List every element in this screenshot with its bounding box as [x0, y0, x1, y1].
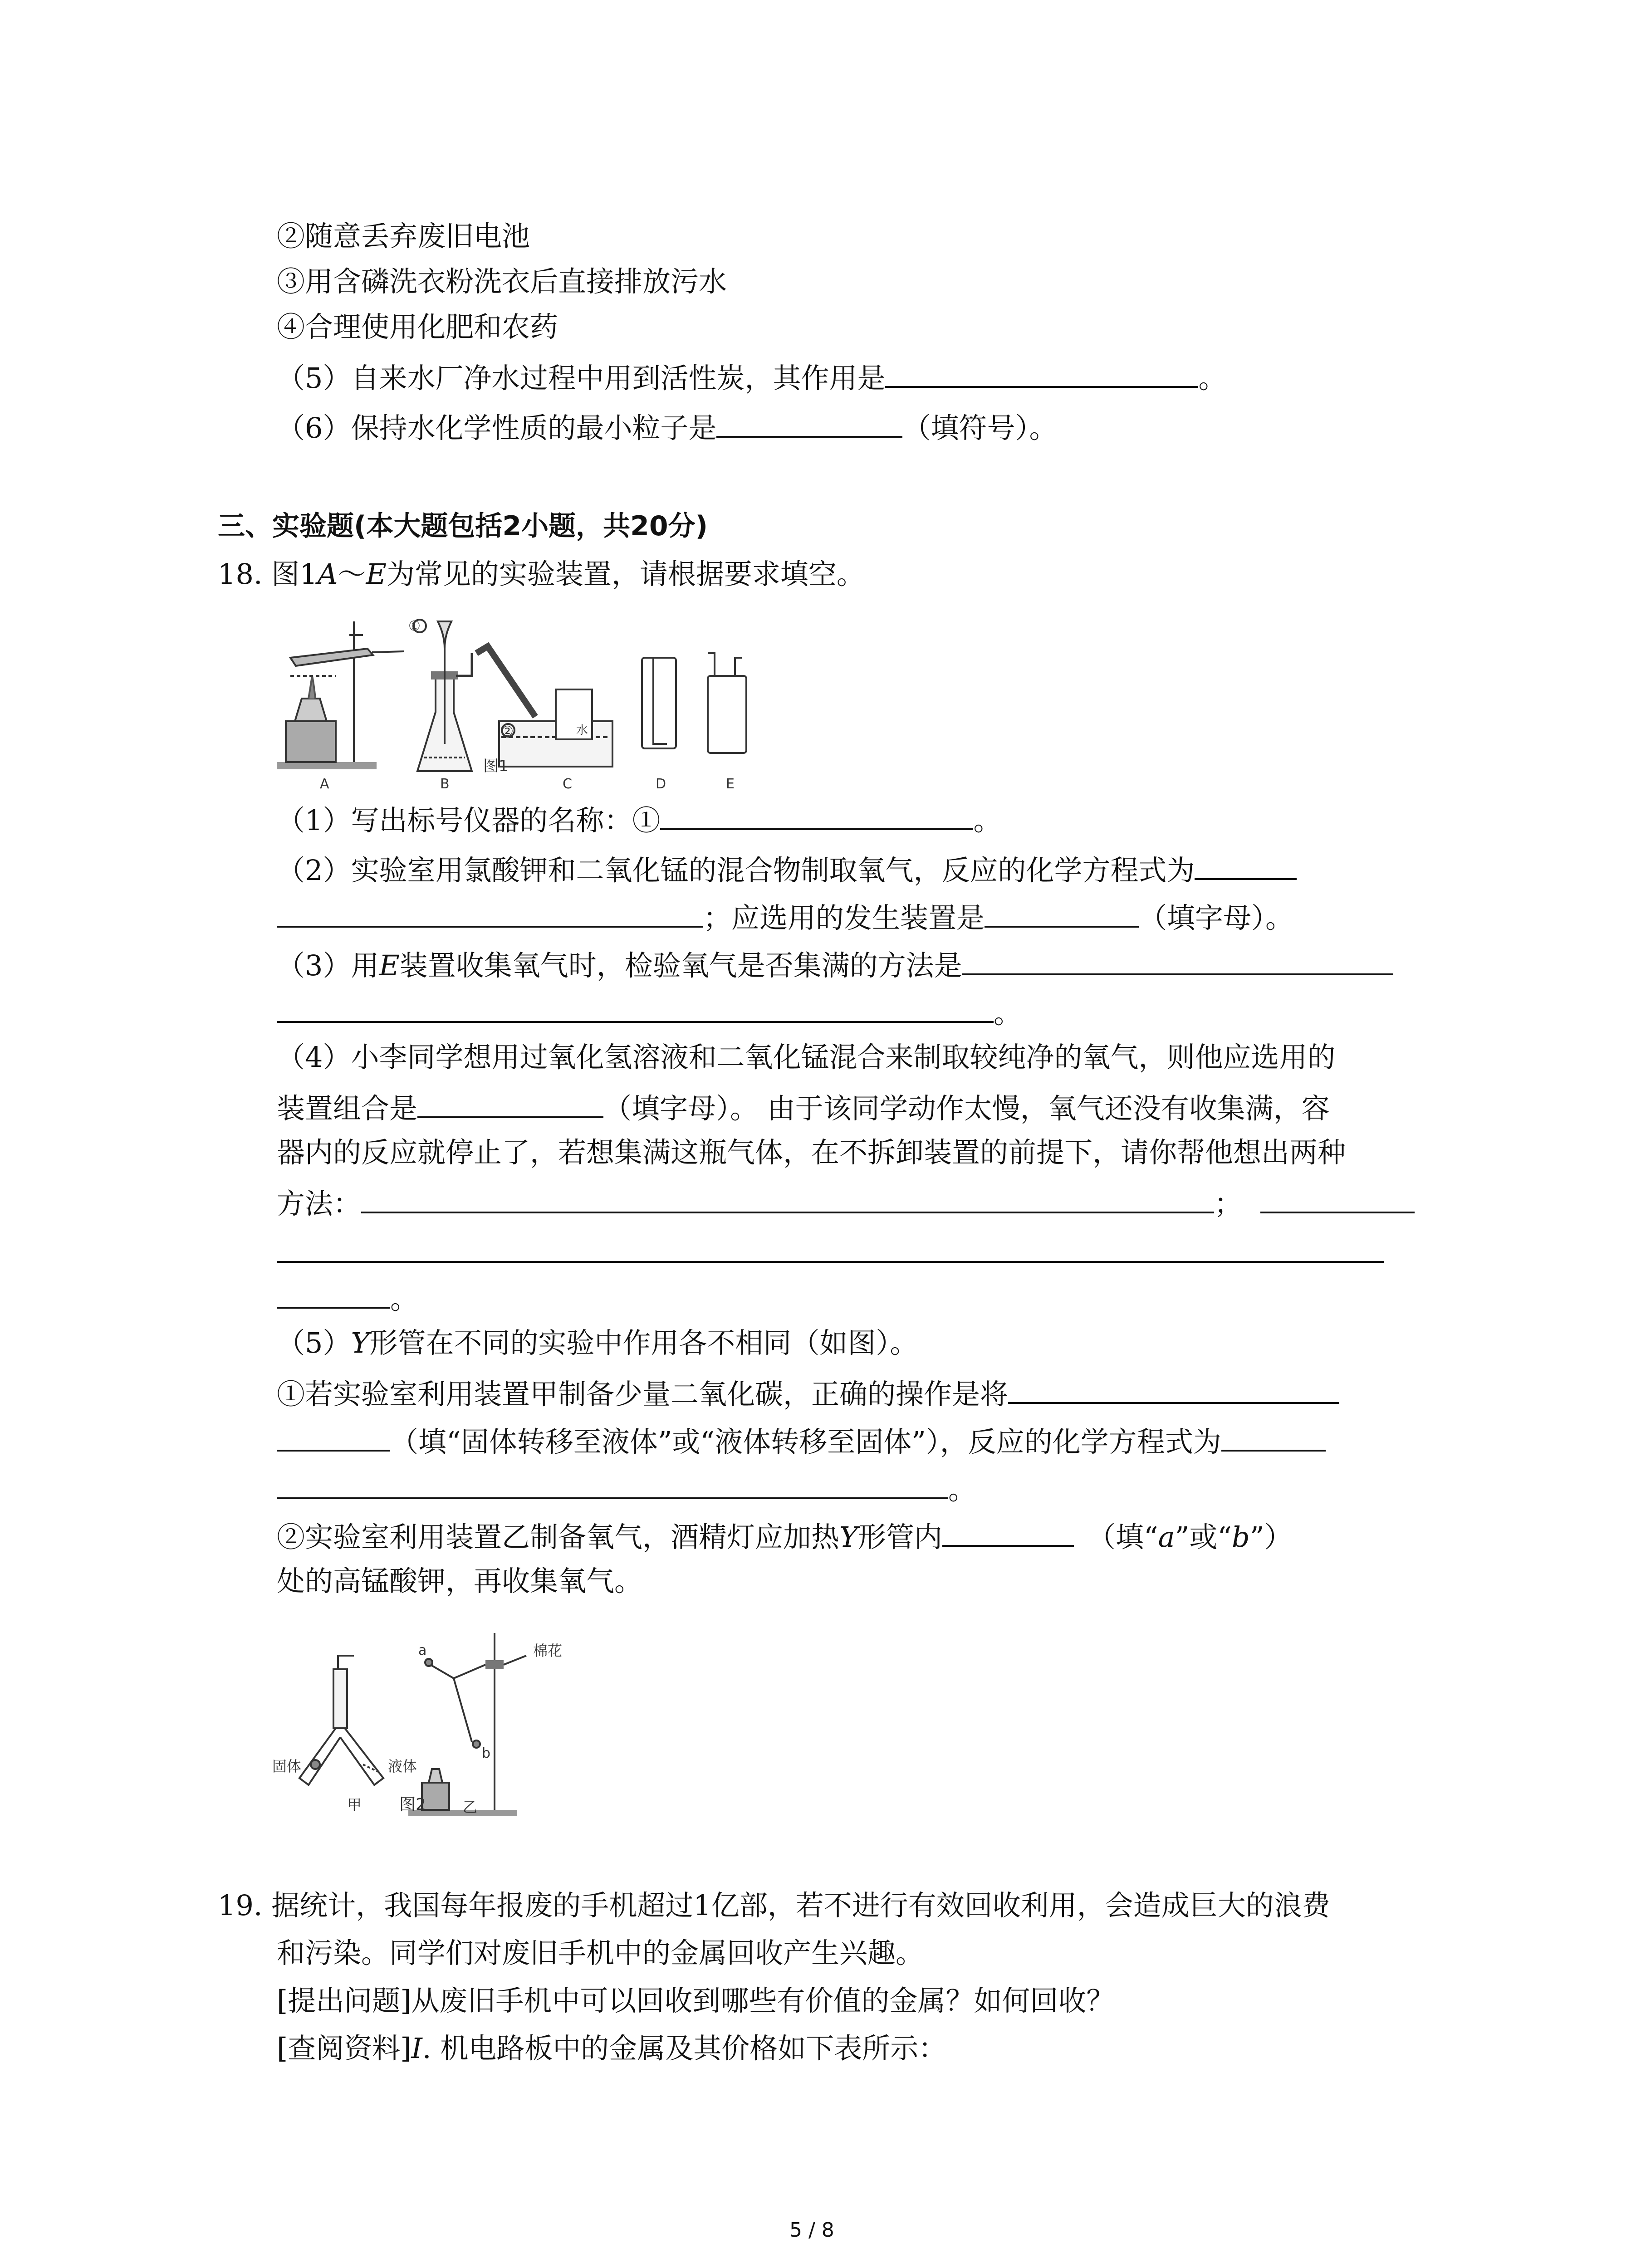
answer-line[interactable] — [277, 1261, 1384, 1263]
q18-part-1 — [277, 803, 1001, 835]
jia-label: 甲 — [347, 1796, 362, 1813]
q17-part-5 — [277, 361, 1227, 395]
water-label: 水 — [576, 723, 588, 737]
q18-part-4-line-2 — [277, 1091, 1330, 1123]
q18-part-4-cont: （填字母）。 由于该同学动作太慢，氧气还没有收集满，容 — [603, 1092, 1330, 1125]
q17-part-5-text: （5）自来水厂净水过程中用到活性炭，其作用是 — [277, 362, 886, 395]
answer-blank[interactable] — [417, 1091, 603, 1118]
q18-part-5-2-or: ”或“ — [1175, 1520, 1232, 1554]
liquid-label: 液体 — [388, 1758, 417, 1775]
q18-part-2-line-1 — [277, 853, 1297, 885]
q18-stem-start: 18. 图1 — [218, 557, 318, 591]
q18-part-5-1-text: ①若实验室利用装置甲制备少量二氧化碳，正确的操作是将 — [277, 1378, 1009, 1411]
apparatus-b — [413, 620, 472, 771]
section-title: 三、实验题(本大题包括2小题，共20分) — [218, 510, 708, 542]
q18-part-2-end: （填字母）。 — [1139, 901, 1294, 934]
figure-2-caption: 图2 — [399, 1795, 426, 1814]
q19-line-4-text: . 机电路板中的金属及其价格如下表所示： — [422, 2032, 947, 2065]
page-number: 5 / 8 — [789, 2219, 834, 2242]
label-e: E — [726, 776, 735, 789]
q18-part-3-line-1 — [277, 948, 1393, 980]
answer-blank[interactable] — [1195, 853, 1297, 880]
answer-blank[interactable] — [277, 1281, 390, 1309]
q18-part-3-start: （3）用 — [277, 949, 379, 982]
answer-blank[interactable] — [962, 948, 1393, 975]
y-tube-yi — [408, 1633, 526, 1816]
q18-part-1-text: （1）写出标号仪器的名称：① — [277, 804, 661, 837]
q17-item-3: ③用含磷洗衣粉洗衣后直接排放污水 — [277, 265, 727, 298]
q18-part-5 — [277, 1326, 918, 1359]
y-tube-jia — [299, 1656, 383, 1785]
label-c: C — [563, 776, 572, 789]
b-label: b — [482, 1745, 491, 1761]
q18-part-5-2-var-b: b — [1232, 1520, 1250, 1554]
q18-part-5-2-cont: 形管内 — [857, 1520, 942, 1554]
q18-stem-end: 为常见的实验装置，请根据要求填空。 — [386, 557, 865, 591]
q18-part-4-line-3: 器内的反应就停止了，若想集满这瓶气体，在不拆卸装置的前提下，请你帮他想出两种 — [277, 1136, 1346, 1169]
q19-line-4-start: [查阅资料] — [277, 2032, 411, 2065]
q18-part-3-var: E — [379, 949, 400, 982]
label-b: B — [440, 776, 450, 789]
q18-part-2-text: （2）实验室用氯酸钾和二氧化锰的混合物制取氧气，反应的化学方程式为 — [277, 854, 1195, 887]
figure-1-caption: 图1 — [483, 757, 509, 775]
q17-part-5-end: 。 — [1198, 362, 1227, 395]
q18-stem — [218, 557, 865, 591]
q18-part-5-1-cont: （填“固体转移至液体”或“液体转移至固体”），反应的化学方程式为 — [390, 1425, 1221, 1458]
answer-blank[interactable] — [1221, 1424, 1326, 1452]
label-d: D — [656, 776, 666, 789]
mark-2: ② — [501, 723, 514, 739]
q18-part-5-1-end: 。 — [948, 1473, 977, 1506]
q18-stem-var-e: E — [366, 557, 387, 591]
answer-blank[interactable] — [277, 1472, 948, 1499]
q18-part-5-start: （5） — [277, 1326, 351, 1359]
q18-part-1-end: 。 — [973, 804, 1002, 837]
q19-line-3: [提出问题]从废旧手机中可以回收到哪些有价值的金属？如何回收？ — [277, 1984, 1115, 2017]
q18-part-5-1-line-1 — [277, 1377, 1339, 1411]
q19-line-1: 19. 据统计，我国每年报废的手机超过1亿部，若不进行有效回收利用，会造成巨大的浪费 — [218, 1889, 1330, 1922]
answer-blank[interactable] — [1260, 1186, 1415, 1213]
q18-part-3-text: 装置收集氧气时，检验氧气是否集满的方法是 — [399, 949, 962, 982]
q17-item-2: ②随意丢弃废旧电池 — [277, 220, 530, 253]
answer-blank[interactable] — [660, 803, 973, 830]
q18-part-5-2-line-1 — [277, 1520, 1293, 1554]
q18-part-5-2-text: ②实验室利用装置乙制备氧气，酒精灯应加热 — [277, 1520, 840, 1554]
q18-part-5-2-var: Y — [839, 1520, 858, 1554]
q18-part-3-line-2 — [277, 996, 1022, 1030]
q18-part-4-method: 方法： — [277, 1187, 362, 1220]
answer-blank[interactable] — [985, 900, 1139, 928]
q19-line-4-var: I — [411, 2032, 422, 2065]
answer-blank[interactable] — [942, 1520, 1074, 1547]
q18-part-4-line-1: （4）小李同学想用过氧化氢溶液和二氧化锰混合来制取较纯净的氧气，则他应选用的 — [277, 1041, 1336, 1074]
q18-part-3-end: 。 — [994, 997, 1022, 1030]
q17-part-6-end: （填符号）。 — [902, 411, 1058, 445]
answer-blank[interactable] — [716, 411, 902, 438]
q18-part-5-2-line-2: 处的高锰酸钾，再收集氧气。 — [277, 1564, 643, 1598]
apparatus-e — [708, 653, 746, 753]
figure-1-apparatus — [272, 608, 794, 789]
q19-line-4 — [277, 2034, 946, 2063]
q18-stem-var-a: A — [317, 557, 338, 591]
answer-blank[interactable] — [277, 900, 703, 928]
answer-blank[interactable] — [361, 1186, 1214, 1213]
answer-blank[interactable] — [277, 1424, 390, 1452]
a-label: a — [418, 1642, 427, 1658]
mark-1: ① — [408, 618, 421, 634]
q18-part-4-text: 装置组合是 — [277, 1092, 418, 1125]
q18-part-5-var: Y — [351, 1326, 370, 1359]
q18-part-2-line-2 — [277, 900, 1293, 932]
q18-part-2-mid: ；应选用的发生装置是 — [703, 901, 985, 934]
answer-blank[interactable] — [277, 996, 994, 1023]
q18-part-5-1-line-2 — [277, 1424, 1326, 1456]
q18-part-5-2-var-a: a — [1158, 1520, 1175, 1554]
answer-blank[interactable] — [885, 361, 1198, 388]
q18-part-4-end: 。 — [390, 1282, 419, 1315]
apparatus-d — [642, 658, 676, 748]
q18-part-5-1-line-3 — [277, 1472, 976, 1504]
q18-part-5-2-close: ”） — [1249, 1520, 1293, 1554]
q17-part-6 — [277, 411, 1058, 445]
q18-part-4-line-6 — [277, 1281, 418, 1313]
q18-part-5-2-fill: （填“ — [1087, 1520, 1158, 1554]
yi-label: 乙 — [463, 1799, 478, 1816]
apparatus-c — [476, 646, 612, 767]
q18-part-4-line-4 — [277, 1186, 1415, 1218]
q18-part-4-semi: ； — [1214, 1187, 1243, 1220]
q19-line-2: 和污染。同学们对废旧手机中的金属回收产生兴趣。 — [277, 1936, 924, 1970]
figure-2-y-tubes — [272, 1628, 590, 1819]
label-a: A — [320, 776, 329, 789]
cotton-label: 棉花 — [533, 1642, 563, 1659]
q18-stem-tilde: ～ — [338, 557, 366, 591]
solid-label: 固体 — [272, 1758, 302, 1775]
answer-blank[interactable] — [1008, 1377, 1339, 1404]
q17-part-6-text: （6）保持水化学性质的最小粒子是 — [277, 411, 717, 445]
q18-part-5-text: 形管在不同的实验中作用各不相同（如图）。 — [369, 1326, 918, 1359]
q17-item-4: ④合理使用化肥和农药 — [277, 310, 558, 343]
apparatus-a — [277, 621, 404, 769]
